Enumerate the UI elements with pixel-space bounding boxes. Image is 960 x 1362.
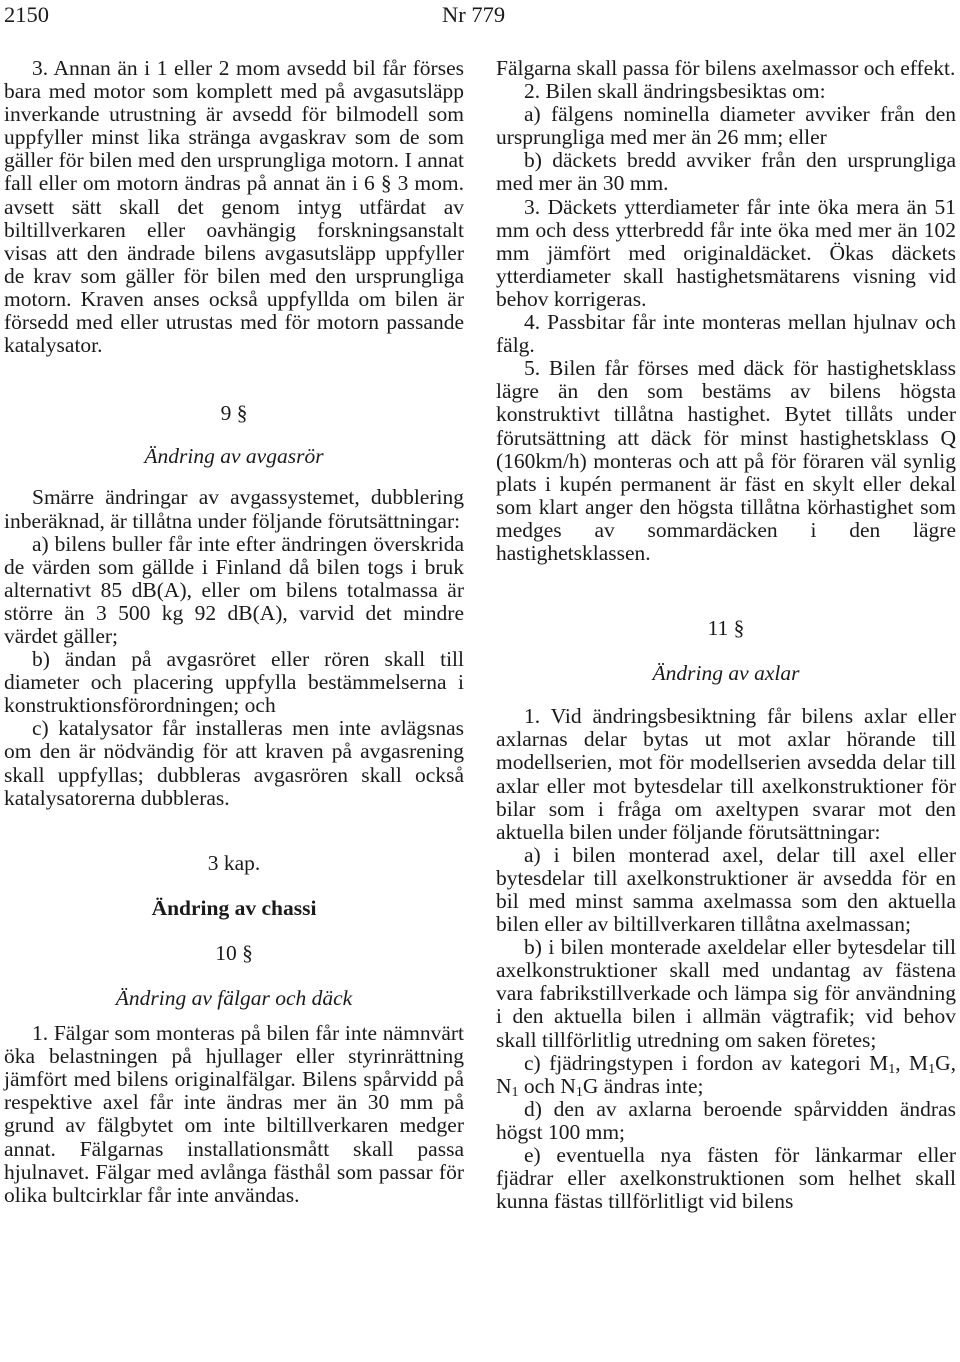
section-11-item-b: b) i bilen monterade axeldelar eller bytesdelar till axelkonstruktioner skall med undantag av fästena vara fabrikstillverkade och lämpa sig för användning i den aktuella bilen i allmän vägtrafik; vid behov skall tillförlitlig utredning om saken företes; [496, 935, 956, 1052]
section-11-item-a: a) i bilen monterad axel, delar till axel eller bytesdelar till axelkonstruktioner är avsedda för en bil med minst samma axelmassa som den aktuella bilen eller av biltillverkaren tillåtna axelmassan; [496, 842, 956, 937]
item-c-end: ändras inte; [603, 1073, 704, 1098]
section-11-number: 11 § [707, 616, 745, 641]
section-11-title: Ändring av axlar [652, 661, 800, 686]
item-c-text: c) fjädringstypen i fordon av kategori [524, 1050, 861, 1075]
category-m1: $M_1$ [869, 1050, 896, 1077]
section-10-paragraph-3: 3. Däckets ytterdiameter får inte öka mera än 51 mm och dess ytterbredd får inte öka med mer än 102 mm jämfört med originaldäcket. Ökas däckets ytterdiameter skall hastighetsmätarens visning vid behov korrigeras. [496, 194, 956, 311]
category-m1g: $M_1G$ [909, 1050, 951, 1077]
section-10-continuation: Fälgarna skall passa för bilens axelmassor och effekt. [496, 56, 956, 80]
section-10-paragraph-2: 2. Bilen skall ändringsbesiktas om: [524, 79, 826, 104]
section-9-intro: Smärre ändringar av avgassystemet, dubblering inberäknad, är tillåtna under följande förutsättningar: [4, 485, 464, 533]
left-column [4, 57, 464, 1207]
section-9-title: Ändring av avgasrör [144, 444, 324, 469]
category-n1: $N_1$ [496, 1073, 519, 1100]
section-10-paragraph-1: 1. Fälgar som monteras på bilen får inte nämnvärt öka belastningen på hjullager eller styrinrättning jämfört med bilens originalfälgar. Bilens spårvidd på respektive axel får inte ändras mer än 30 mm på grund av fälgbytet om inte biltillverkaren medger annat. Fälgarnas installationsmått skall passa hjulnavet. Fälgar med avlånga fästhål som passar för olika bultcirklar får inte användas. [4, 1021, 464, 1207]
section-9-number: 9 § [220, 401, 248, 426]
section-9-item-a: a) bilens buller får inte efter ändringen överskrida de värden som gällde i Finland då bilen togs i bruk alternativt 85 dB(A), eller om bilens totalmassa är större än 3 500 kg 92 dB(A), varvid det mindre värdet gäller; [4, 531, 464, 648]
section-10-paragraph-5: 5. Bilen får förses med däck för hastighetsklass lägre än den som bestäms av bilens högsta konstruktivt tillåtna hastighet. Bytet tillåts under förutsättning att däck för minst hastighetsklass Q (160km/h) monteras och att på för föraren väl synlig plats i kupén permanent är fäst en skylt eller dekal som klart anger den högsta tillåtna körhastighet som medges av sommardäcken i den lägre hastighetsklassen. [496, 356, 956, 565]
section-10-item-a: a) fälgens nominella diameter avviker från den ursprungliga med mer än 26 mm; eller [496, 102, 956, 150]
section-10-title: Ändring av fälgar och däck [115, 986, 353, 1010]
chapter-number: 3 kap. [207, 850, 261, 875]
section-11-paragraph-1: 1. Vid ändringsbesiktning får bilens axlar eller axlarnas delar bytas ut mot axlar hörande till modellserien, mot för modellserien avsedda delar till axlar eller mot bytesdelar till axelkonstruktioner för bilar som i fråga om axeltypen svarar mot den aktuella bilen under följande förutsättningar: [496, 704, 956, 844]
section-11-item-e: e) eventuella nya fästen för länkarmar eller fjädrar eller axelkonstruktionen som helhet skall kunna fästas tillförlitligt vid bilens [496, 1143, 956, 1214]
document-number: Nr 779 [442, 2, 506, 27]
section-10-paragraph-4: 4. Passbitar får inte monteras mellan hjulnav och fälg. [496, 310, 956, 358]
section-10-number: 10 § [215, 940, 253, 965]
category-n1g: $N_1G$ [560, 1073, 599, 1100]
section-11-item-d: d) den av axlarna beroende spårvidden ändras högst 100 mm; [496, 1096, 956, 1144]
page-number: 2150 [4, 2, 49, 27]
chapter-title: Ändring av chassi [151, 895, 317, 920]
section-10-item-b: b) däckets bredd avviker från den ursprungliga med mer än 30 mm. [496, 148, 956, 196]
paragraph-3-mom: 3. Annan än i 1 eller 2 mom avsedd bil får förses bara med motor som komplett med på avgasutsläpp inverkande utrustning är avsedd för bilmodell som uppfyller minst lika stränga avgaskrav som de som gäller för bilen med den ursprungliga motorn. I annat fall eller om motorn ändras på annat än i 6 § 3 mom. avsett sätt skall det genom intyg utfärdat av biltillverkaren eller oavhängig forskningsanstalt visas att den ändrade bilens avgasutsläpp uppfyller de krav som gäller för bilen med den ursprungliga motorn. Kraven anses också uppfyllda om bilen är försedd med eller utrustas med för motorn passande katalysator. [4, 56, 464, 358]
right-column [496, 57, 956, 1213]
section-9-item-b: b) ändan på avgasröret eller rören skall till diameter och placering uppfylla bestämmelserna i konstruktionsförordningen; och [4, 647, 464, 718]
section-11-item-c: c) fjädringstypen i fordon av kategori $M_1$, $M_1G$, $N_1$ och $N_1G$ ändras inte; [496, 1050, 957, 1100]
section-9-item-c: c) katalysator får installeras men inte avlägsnas om den är nödvändig för att kraven på avgasrening skall uppfyllas; dubbleras avgasrören skall också katalysatorerna dubbleras. [4, 716, 464, 810]
